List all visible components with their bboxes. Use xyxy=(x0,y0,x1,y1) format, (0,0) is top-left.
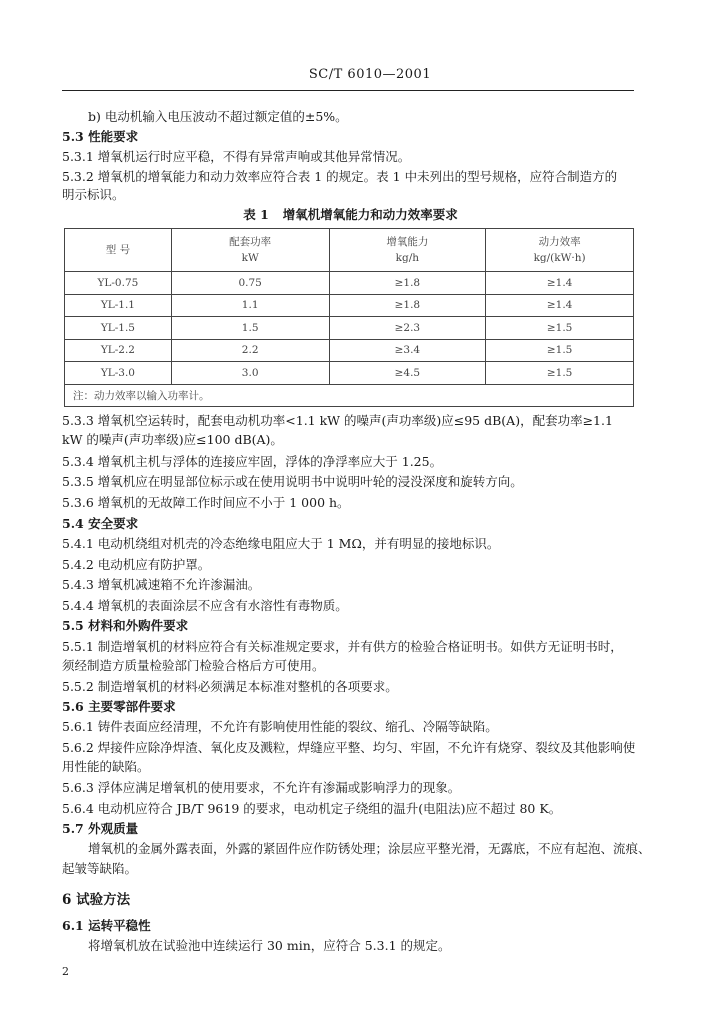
cell-capacity: ≥4.5 xyxy=(329,362,486,385)
cell-model: YL-0.75 xyxy=(65,272,172,295)
cell-model: YL-1.5 xyxy=(65,317,172,340)
table-1 xyxy=(64,228,634,407)
header-model: 型 号 xyxy=(65,229,172,272)
clause-5-3-2-line2: 明示标识。 xyxy=(62,187,125,202)
header-power xyxy=(171,229,329,272)
page-header-code: SC/T 6010—2001 xyxy=(308,67,432,82)
clause-5-3-2-line1: 5.3.2 增氧机的增氧能力和动力效率应符合表 1 的规定。表 1 中未列出的型号规格，应符合制造方的 xyxy=(62,169,618,184)
heading-5-6: 5.6 主要零部件要求 xyxy=(62,699,176,714)
heading-5-5: 5.5 材料和外购件要求 xyxy=(62,618,189,633)
clause-5-3-5: 5.3.5 增氧机应在明显部位标示或在使用说明书中说明叶轮的浸没深度和旋转方向。 xyxy=(62,474,523,489)
cell-power: 3.0 xyxy=(171,362,329,385)
cell-capacity: ≥2.3 xyxy=(329,317,486,340)
heading-5-7: 5.7 外观质量 xyxy=(62,821,139,836)
clause-5-3-3-line2: kW 的噪声(声功率级)应≤100 dB(A)。 xyxy=(62,432,283,447)
clause-5-4-2: 5.4.2 电动机应有防护罩。 xyxy=(62,557,211,572)
table-note-row xyxy=(65,384,634,406)
table-note: 注：动力效率以输入功率计。 xyxy=(65,384,634,406)
clause-5-4-4: 5.4.4 增氧机的表面涂层不应含有水溶性有毒物质。 xyxy=(62,598,348,613)
cell-power: 0.75 xyxy=(171,272,329,295)
table-1-caption xyxy=(0,205,701,223)
cell-capacity: ≥3.4 xyxy=(329,339,486,362)
cell-efficiency: ≥1.4 xyxy=(486,294,634,317)
clause-5-5-2: 5.5.2 制造增氧机的材料必须满足本标准对整机的各项要求。 xyxy=(62,679,398,694)
clause-5-6-1: 5.6.1 铸件表面应经清理，不允许有影响使用性能的裂纹、缩孔、冷隔等缺陷。 xyxy=(62,719,498,734)
table-1-number: 表 1 xyxy=(243,207,269,222)
header-power-unit: kW xyxy=(241,252,259,264)
cell-model: YL-1.1 xyxy=(65,294,172,317)
cell-model: YL-2.2 xyxy=(65,339,172,362)
cell-efficiency: ≥1.5 xyxy=(486,317,634,340)
clause-5-3-6: 5.3.6 增氧机的无故障工作时间应不小于 1 000 h。 xyxy=(62,495,350,510)
header-efficiency xyxy=(486,229,634,272)
clause-5-6-2-line1: 5.6.2 焊接件应除净焊渣、氧化皮及溅粒，焊缝应平整、均匀、牢固，不允许有烧穿、裂纹及其他影响使 xyxy=(62,740,636,755)
clause-5-7-line2: 起皱等缺陷。 xyxy=(62,861,138,876)
heading-6-1: 6.1 运转平稳性 xyxy=(62,918,151,933)
clause-5-5-1-line1: 5.5.1 制造增氧机的材料应符合有关标准规定要求，并有供方的检验合格证明书。如供方无证明书时， xyxy=(62,639,623,654)
clause-5-3-3-line1: 5.3.3 增氧机空运转时，配套电动机功率<1.1 kW 的噪声(声功率级)应≤95 dB(A)，配套功率≥1.1 xyxy=(62,413,613,428)
clause-5-7-line1: 增氧机的金属外露表面，外露的紧固件应作防锈处理；涂层应平整光滑，无露底，不应有起泡、流痕、 xyxy=(88,841,651,856)
heading-5-3: 5.3 性能要求 xyxy=(62,129,139,144)
clause-5-6-2-line2: 用性能的缺陷。 xyxy=(62,759,150,774)
header-power-label: 配套功率 xyxy=(229,236,272,248)
clause-5-4-3: 5.4.3 增氧机减速箱不允许渗漏油。 xyxy=(62,577,261,592)
table-row xyxy=(65,339,634,362)
header-capacity-label: 增氧能力 xyxy=(386,236,429,248)
table-row xyxy=(65,294,634,317)
cell-efficiency: ≥1.4 xyxy=(486,272,634,295)
clause-5-6-3: 5.6.3 浮体应满足增氧机的使用要求，不允许有渗漏或影响浮力的现象。 xyxy=(62,780,461,795)
header-efficiency-unit: kg/(kW·h) xyxy=(533,252,586,264)
cell-capacity: ≥1.8 xyxy=(329,272,486,295)
header-efficiency-label: 动力效率 xyxy=(538,236,581,248)
heading-5-4: 5.4 安全要求 xyxy=(62,516,139,531)
clause-5-6-4: 5.6.4 电动机应符合 JB/T 9619 的要求，电动机定子绕组的温升(电阻法)应不超过 80 K。 xyxy=(62,801,562,816)
cell-efficiency: ≥1.5 xyxy=(486,339,634,362)
cell-power: 2.2 xyxy=(171,339,329,362)
clause-5-3-4: 5.3.4 增氧机主机与浮体的连接应牢固，浮体的净浮率应大于 1.25。 xyxy=(62,454,443,469)
table-1-title: 增氧机增氧能力和动力效率要求 xyxy=(282,207,458,222)
header-capacity xyxy=(329,229,486,272)
cell-capacity: ≥1.8 xyxy=(329,294,486,317)
clause-5-3-1: 5.3.1 增氧机运行时应平稳，不得有异常声响或其他异常情况。 xyxy=(62,149,411,164)
header-rule xyxy=(62,90,634,91)
table-row xyxy=(65,317,634,340)
table-header-row xyxy=(65,229,634,272)
heading-6: 6 试验方法 xyxy=(62,892,131,908)
cell-power: 1.5 xyxy=(171,317,329,340)
clause-5-4-1: 5.4.1 电动机绕组对机壳的冷态绝缘电阻应大于 1 MΩ，并有明显的接地标识。 xyxy=(62,536,500,551)
cell-power: 1.1 xyxy=(171,294,329,317)
table-row xyxy=(65,362,634,385)
header-capacity-unit: kg/h xyxy=(395,252,420,264)
table-row xyxy=(65,272,634,295)
clause-6-1-text: 将增氧机放在试验池中连续运行 30 min，应符合 5.3.1 的规定。 xyxy=(88,938,451,953)
clause-b: b) 电动机输入电压波动不超过额定值的±5%。 xyxy=(88,109,348,124)
clause-5-5-1-line2: 须经制造方质量检验部门检验合格后方可使用。 xyxy=(62,658,325,673)
cell-model: YL-3.0 xyxy=(65,362,172,385)
cell-efficiency: ≥1.5 xyxy=(486,362,634,385)
page-number: 2 xyxy=(62,965,69,978)
